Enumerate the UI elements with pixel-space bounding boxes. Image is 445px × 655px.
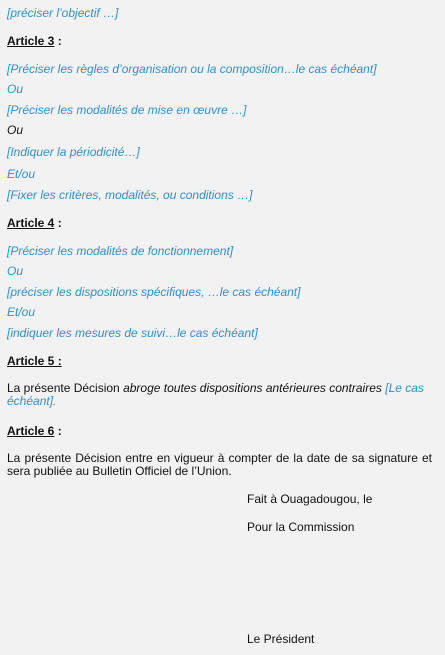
article-6-colon: : bbox=[54, 424, 62, 438]
article-4-line-1: [Préciser les modalités de fonctionnement] bbox=[7, 244, 234, 258]
signature-place-date: Fait à Ouagadougou, le bbox=[247, 492, 373, 506]
signature-title: Le Président bbox=[247, 632, 315, 646]
article-5-label: Article 5 : bbox=[7, 354, 62, 368]
article-3-and-or: Et/ou bbox=[7, 167, 36, 181]
article-3-label: Article 3 bbox=[7, 34, 55, 48]
article-5-paragraph bbox=[7, 382, 432, 408]
signature-organization: Pour la Commission bbox=[247, 520, 355, 534]
article-3-line-1: [Préciser les règles d’organisation ou la composition…le cas échéant] bbox=[7, 62, 377, 76]
article-5-text: La présente Décision bbox=[7, 381, 124, 395]
article-4-or: Ou bbox=[7, 264, 24, 278]
article-3-or-2: Ou bbox=[7, 123, 24, 137]
article-4-and-or: Et/ou bbox=[7, 305, 36, 319]
article-3-line-2: [Préciser les modalités de mise en œuvre …] bbox=[7, 103, 247, 117]
article-6-paragraph: La présente Décision entre en vigueur à compter de la date de sa signature et sera publiée au Bulletin Officiel de l’Union. bbox=[7, 451, 432, 478]
article-5-heading bbox=[7, 354, 62, 368]
article-4-label: Article 4 bbox=[7, 216, 55, 230]
article-5-text-placeholder: [Le cas échéant]. bbox=[7, 381, 424, 408]
article-3-colon: : bbox=[54, 34, 62, 48]
article-3-line-3: [Indiquer la périodicité…] bbox=[7, 145, 140, 159]
article-6-heading bbox=[7, 424, 62, 438]
article-5-text-italic: abroge toutes dispositions antérieures contraires bbox=[123, 381, 382, 395]
article-4-heading bbox=[7, 216, 62, 230]
article-3-line-4: [Fixer les critères, modalités, ou conditions …] bbox=[7, 188, 253, 202]
article-3-heading bbox=[7, 34, 62, 48]
article-3-or-1: Ou bbox=[7, 82, 24, 96]
article-4-line-3: [indiquer les mesures de suivi…le cas échéant] bbox=[7, 326, 258, 340]
article-4-colon: : bbox=[54, 216, 62, 230]
article-4-line-2: [préciser les dispositions spécifiques, …le cas échéant] bbox=[7, 285, 301, 299]
article-6-label: Article 6 bbox=[7, 424, 55, 438]
objective-placeholder: [préciser l’objectif …] bbox=[7, 6, 119, 20]
